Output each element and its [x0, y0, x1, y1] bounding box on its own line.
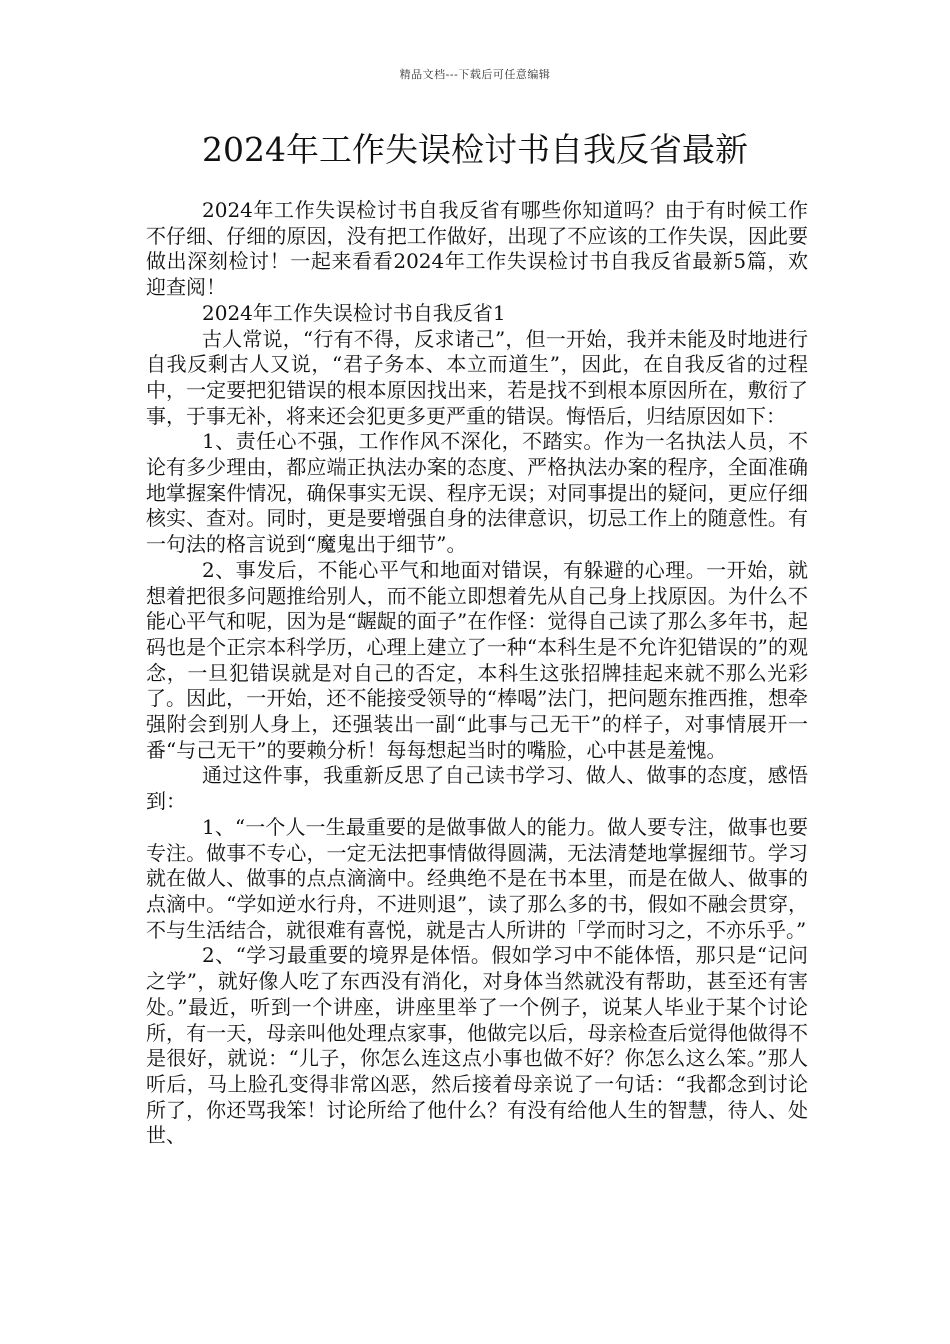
body-paragraph: 1、责任心不强，工作作风不深化，不踏实。作为一名执法人员，不论有多少理由，都应端正执法办案的态度、严格执法办案的程序，全面准确地掌握案件情况，确保事实无误、程序无误；对同事提出的疑问，更应仔细核实、查对。同时，更是要增强自身的法律意识，切忌工作上的随意性。有一句法的格言说到“魔鬼出于细节”。 — [146, 429, 808, 557]
section-heading-1: 2024年工作失误检讨书自我反省1 — [202, 300, 506, 325]
document-title: 2024年工作失误检讨书自我反省最新 — [202, 130, 748, 169]
body-paragraph: 古人常说，“行有不得，反求诸己”，但一开始，我并未能及时地进行自我反剩古人又说，“君子务本、本立而道生”，因此，在自我反省的过程中，一定要把犯错误的根本原因找出来，若是找不到根本原因所在，敷衍了事，于事无补，将来还会犯更多更严重的错误。悔悟后，归结原因如下： — [146, 326, 808, 428]
intro-paragraph: 2024年工作失误检讨书自我反省有哪些你知道吗？由于有时候工作不仔细、仔细的原因，没有把工作做好，出现了不应该的工作失误，因此要做出深刻检讨！一起来看看2024年工作失误检讨书自我反省最新5篇，欢迎查阅！ — [146, 198, 808, 300]
body-paragraph: 2、事发后，不能心平气和地面对错误，有躲避的心理。一开始，就想着把很多问题推给别人，而不能立即想着先从自己身上找原因。为什么不能心平气和呢，因为是“龌龊的面子”在作怪：觉得自己读了那么多年书，起码也是个正宗本科学历，心理上建立了一种“本科生是不允许犯错误的”的观念，一旦犯错误就是对自己的否定，本科生这张招牌挂起来就不那么光彩了。因此，一开始，还不能接受领导的“棒喝”法门，把问题东推西推，想牵强附会到别人身上，还强装出一副“此事与己无干”的样子，对事情展开一番“与己无干”的要赖分析！每每想起当时的嘴脸，心中甚是羞愧。 — [146, 557, 808, 762]
document-body — [146, 198, 808, 1149]
body-paragraph: 通过这件事，我重新反思了自己读书学习、做人、做事的态度，感悟到： — [146, 763, 808, 814]
header-note: 精品文档---下载后可任意编辑 — [399, 68, 551, 81]
body-paragraph: 1、“一个人一生最重要的是做事做人的能力。做人要专注，做事也要专注。做事不专心，一定无法把事情做得圆满，无法清楚地掌握细节。学习就在做人、做事的点点滴滴中。经典绝不是在书本里，而是在做人、做事的点滴中。“学如逆水行舟，不进则退”，读了那么多的书，假如不融会贯穿，不与生活结合，就很难有喜悦，就是古人所讲的「学而时习之，不亦乐乎。” — [146, 814, 808, 942]
body-paragraph: 2、“学习最重要的境界是体悟。假如学习中不能体悟，那只是“记问之学”，就好像人吃了东西没有消化，对身体当然就没有帮助，甚至还有害处。”最近，听到一个讲座，讲座里举了一个例子，说某人毕业于某个讨论所，有一天，母亲叫他处理点家事，他做完以后，母亲检查后觉得他做得不是很好，就说：“儿子，你怎么连这点小事也做不好？你怎么这么笨。”那人听后，马上脸孔变得非常凶恶，然后接着母亲说了一句话：“我都念到讨论所了，你还骂我笨！讨论所给了他什么？有没有给他人生的智慧，待人、处世、 — [146, 943, 808, 1148]
